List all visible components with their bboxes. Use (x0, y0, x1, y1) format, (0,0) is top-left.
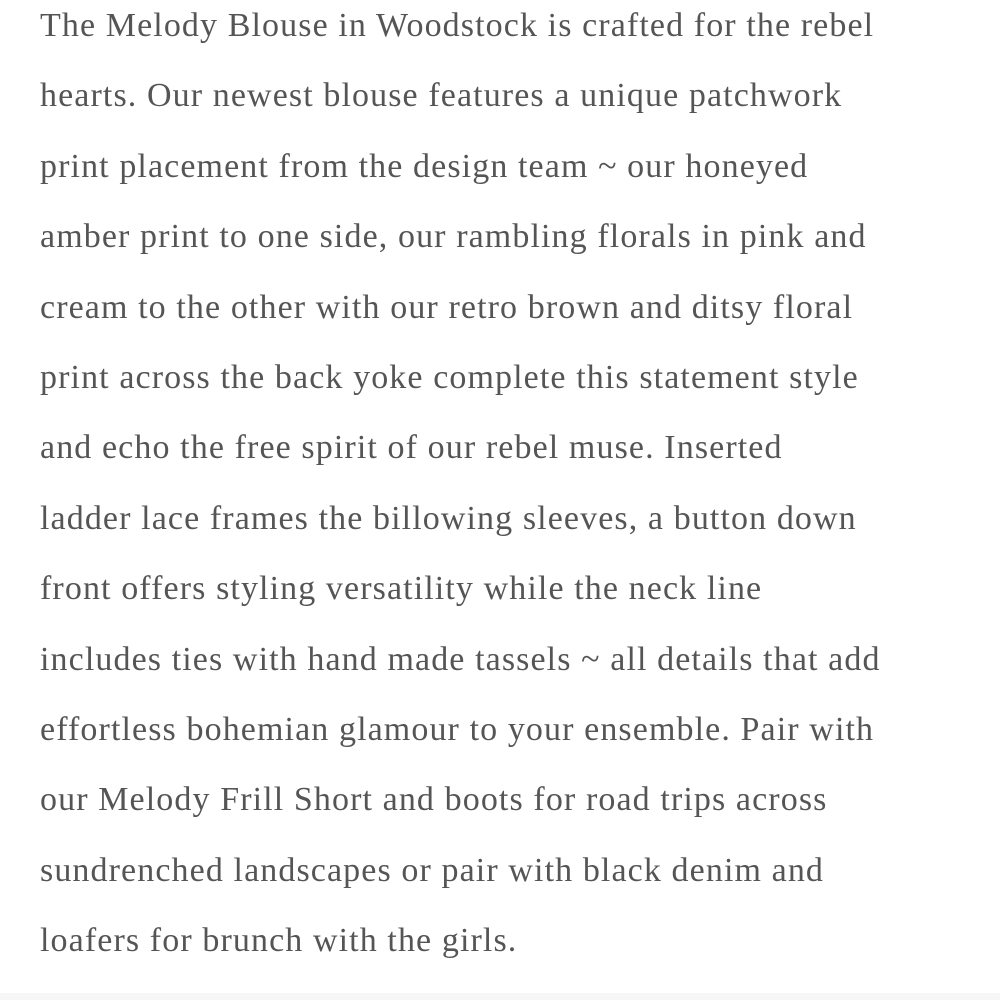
description-line: effortless bohemian glamour to your ensemble. Pair with (40, 710, 875, 748)
description-line: print across the back yoke complete this statement style (40, 358, 859, 396)
description-line: and echo the free spirit of our rebel muse. Inserted (40, 429, 783, 467)
description-line: our Melody Frill Short and boots for road trips across (40, 781, 828, 819)
description-line: hearts. Our newest blouse features a unique patchwork (40, 77, 843, 115)
description-line: amber print to one side, our rambling florals in pink and (40, 218, 867, 256)
description-line: The Melody Blouse in Woodstock is crafted for the rebel (40, 7, 875, 44)
description-line: cream to the other with our retro brown and ditsy floral (40, 288, 854, 326)
description-line: ladder lace frames the billowing sleeves, a button down (40, 499, 857, 537)
product-description (40, 0, 1000, 985)
description-line: print placement from the design team ~ our honeyed (40, 147, 809, 185)
page-bottom-divider (0, 993, 1000, 1000)
description-line: includes ties with hand made tassels ~ all details that add (40, 640, 881, 678)
description-line: loafers for brunch with the girls. (40, 922, 518, 960)
description-line: front offers styling versatility while the neck line (40, 570, 763, 608)
description-line: sundrenched landscapes or pair with black denim and (40, 851, 825, 889)
